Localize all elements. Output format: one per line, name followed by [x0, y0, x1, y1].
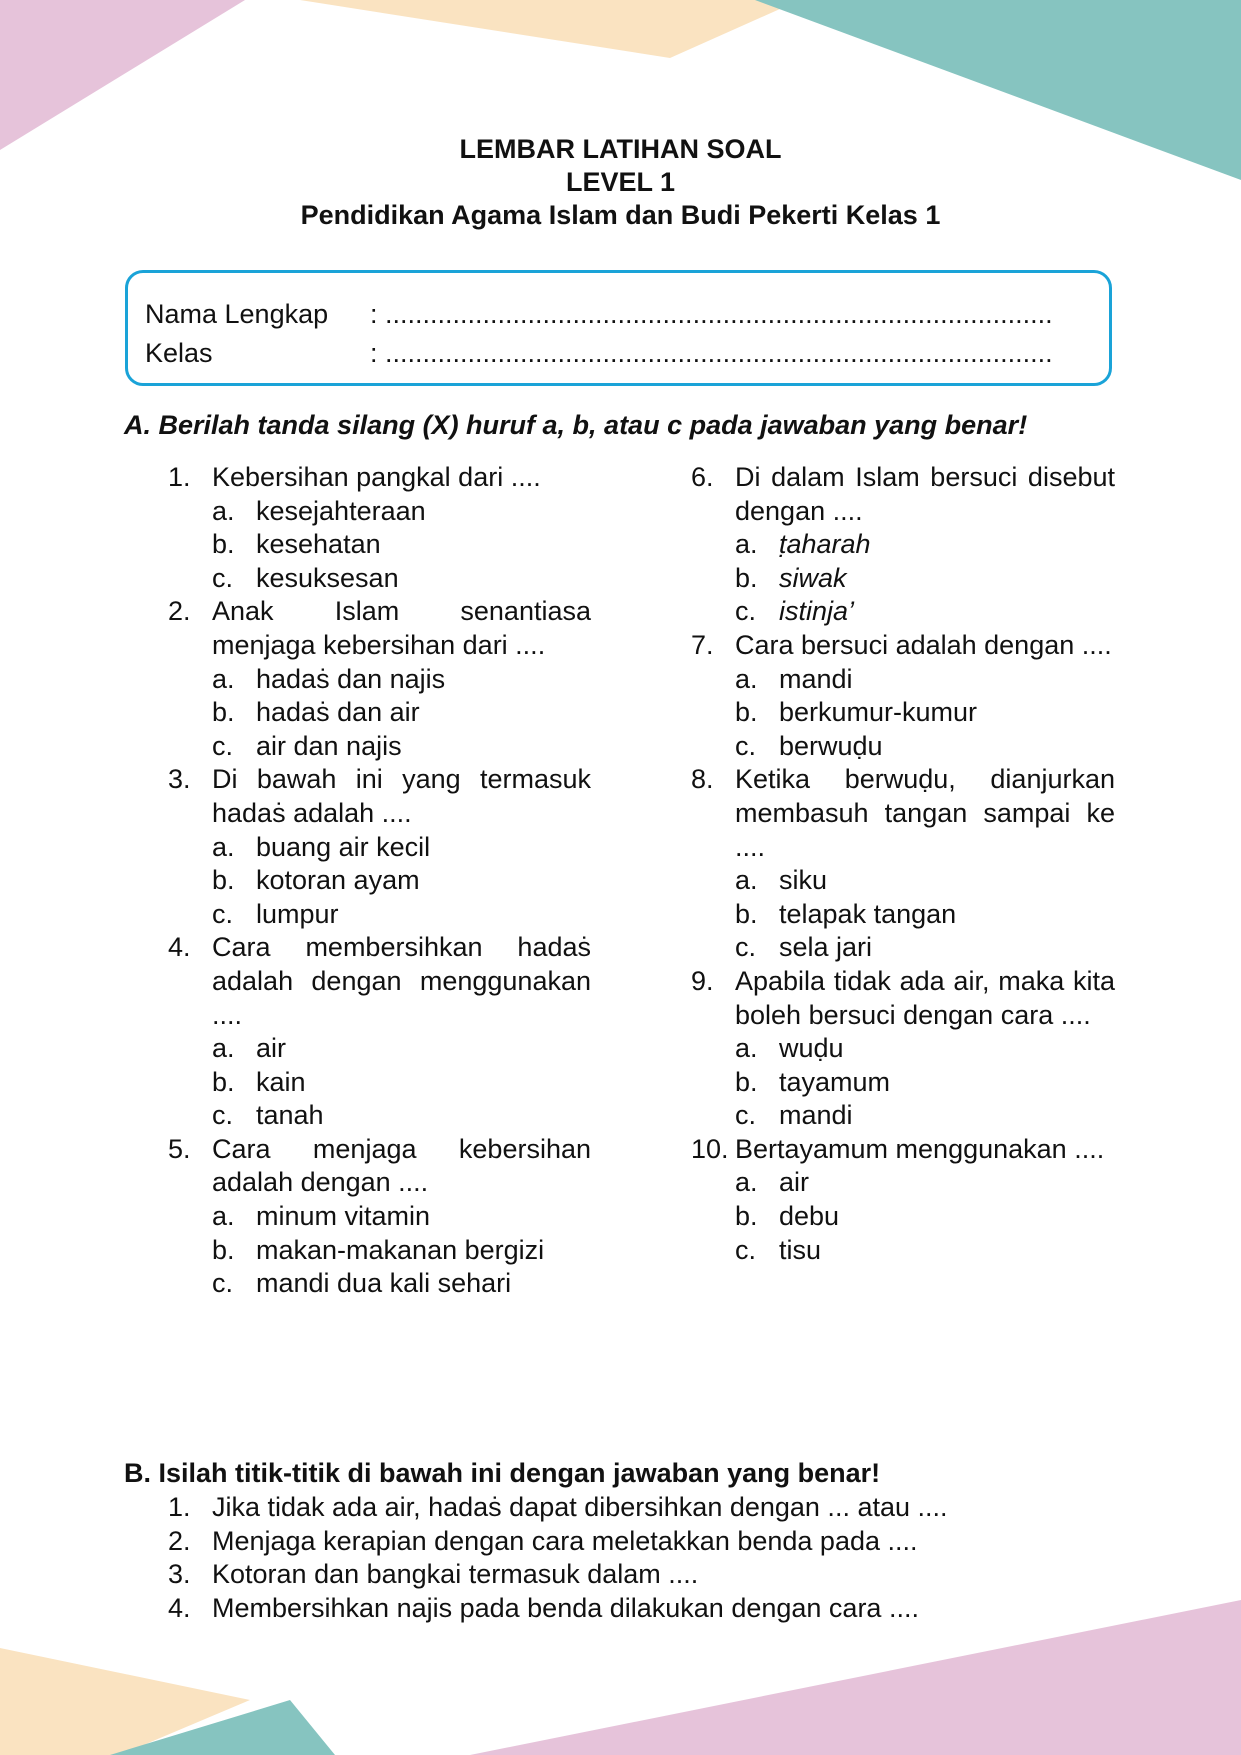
fill-in-item	[168, 1558, 1068, 1592]
option-letter: c.	[735, 730, 757, 761]
questions-column-right	[691, 461, 1115, 1267]
question-item	[691, 965, 1115, 1133]
option-letter: a.	[212, 831, 235, 862]
option-letter: c.	[735, 1100, 757, 1131]
option-text: siku	[779, 865, 828, 896]
option-letter: b.	[735, 562, 758, 593]
option-text: debu	[779, 1201, 840, 1232]
item-text: Menjaga kerapian dengan cara meletakkan benda pada ....	[212, 1525, 918, 1556]
option-letter: b.	[735, 697, 758, 728]
question-text: Bertayamum menggunakan ....	[735, 1133, 1105, 1164]
item-text: Membersihkan najis pada benda dilakukan dengan cara ....	[212, 1592, 919, 1623]
option-text: air	[256, 1033, 287, 1064]
name-label: Nama Lengkap	[145, 299, 329, 329]
question-number: 5.	[168, 1133, 191, 1164]
option-text: telapak tangan	[779, 898, 957, 929]
option-letter: a.	[735, 529, 758, 560]
top-peach-shape	[300, 0, 800, 58]
option-text: kotoran ayam	[256, 865, 420, 896]
fill-in-item	[168, 1491, 1068, 1525]
class-fill-line: : .........................................................................................	[370, 338, 1053, 368]
option-text: lumpur	[256, 898, 339, 929]
student-identity-box	[125, 270, 1112, 386]
option-letter: b.	[735, 1066, 758, 1097]
item-number: 4.	[168, 1592, 191, 1623]
title-line-1: LEMBAR LATIHAN SOAL	[459, 134, 782, 164]
question-number: 10.	[691, 1133, 729, 1164]
option-text: air	[779, 1167, 810, 1198]
option-letter: a.	[735, 1167, 758, 1198]
option-text: kesejahteraan	[256, 495, 426, 526]
question-text: Cara membersihkan hadaṡ adalah dengan menggunakan ....	[212, 932, 591, 1030]
option-text: minum vitamin	[256, 1201, 431, 1232]
option-letter: c.	[212, 1100, 234, 1131]
option-text: buang air kecil	[256, 831, 431, 862]
question-number: 2.	[168, 596, 191, 627]
option-letter: b.	[212, 865, 235, 896]
item-text: Kotoran dan bangkai termasuk dalam ....	[212, 1559, 699, 1590]
question-number: 9.	[691, 965, 714, 996]
option-text: tayamum	[779, 1066, 891, 1097]
item-number: 3.	[168, 1559, 191, 1590]
question-item	[691, 461, 1115, 629]
option-text: mandi	[779, 663, 853, 694]
option-letter: a.	[212, 663, 235, 694]
option-letter: a.	[212, 495, 235, 526]
option-text: ṭaharah	[779, 529, 871, 560]
option-letter: a.	[212, 1033, 235, 1064]
item-number: 1.	[168, 1492, 191, 1522]
option-text: hadaṡ dan najis	[256, 663, 446, 694]
fill-in-list	[168, 1491, 1068, 1625]
questions-column-left	[168, 461, 591, 1301]
section-b-heading: B. Isilah titik-titik di bawah ini dengan jawaban yang benar!	[124, 1458, 881, 1488]
option-text: berwuḍu	[779, 730, 883, 761]
question-number: 8.	[691, 764, 714, 795]
option-letter: c.	[212, 898, 234, 929]
option-letter: a.	[735, 1033, 758, 1064]
question-number: 4.	[168, 932, 191, 963]
option-letter: c.	[212, 730, 234, 761]
option-text: makan-makanan bergizi	[256, 1234, 545, 1265]
question-number: 3.	[168, 764, 191, 795]
question-item	[691, 629, 1115, 763]
option-letter: b.	[212, 1234, 235, 1265]
item-number: 2.	[168, 1525, 191, 1556]
option-letter: b.	[212, 1066, 235, 1097]
option-text: kain	[256, 1066, 306, 1097]
title-line-3: Pendidikan Agama Islam dan Budi Pekerti Kelas 1	[300, 200, 941, 230]
question-item	[168, 763, 591, 931]
fill-in-item	[168, 1525, 1068, 1559]
question-text: Di dalam Islam bersuci disebut dengan ....	[735, 462, 1115, 526]
option-letter: c.	[212, 1268, 234, 1299]
option-letter: b.	[735, 898, 758, 929]
question-item	[168, 461, 591, 595]
fill-in-item	[168, 1592, 1068, 1626]
question-text: Apabila tidak ada air, maka kita boleh bersuci dengan cara ....	[735, 965, 1115, 1030]
class-label: Kelas	[145, 338, 213, 368]
section-a-heading: A. Berilah tanda silang (X) huruf a, b, atau c pada jawaban yang benar!	[124, 410, 1028, 440]
option-text: wuḍu	[779, 1033, 844, 1064]
question-text: Cara menjaga kebersihan adalah dengan ....	[212, 1133, 591, 1198]
question-item	[168, 931, 591, 1133]
option-text: sela jari	[779, 932, 873, 963]
option-text: siwak	[779, 562, 847, 593]
option-text: tisu	[779, 1234, 822, 1265]
option-letter: b.	[212, 697, 235, 728]
title-line-2: LEVEL 1	[565, 167, 676, 197]
question-text: Di bawah ini yang termasuk hadaṡ adalah ....	[212, 764, 591, 828]
option-text: berkumur-kumur	[779, 697, 978, 728]
question-text: Anak Islam senantiasa menjaga kebersihan dari ....	[212, 596, 591, 660]
option-text: hadaṡ dan air	[256, 697, 420, 728]
option-letter: a.	[212, 1201, 235, 1232]
option-letter: a.	[735, 865, 758, 896]
option-letter: c.	[735, 596, 757, 627]
option-text: kesehatan	[256, 529, 381, 560]
question-number: 1.	[168, 462, 191, 492]
question-text: Ketika berwuḍu, dianjurkan membasuh tangan sampai ke ....	[735, 764, 1115, 862]
question-item	[168, 595, 591, 763]
worksheet-header	[0, 133, 1241, 232]
option-text: mandi	[779, 1100, 853, 1131]
option-letter: b.	[735, 1201, 758, 1232]
question-text: Kebersihan pangkal dari ....	[212, 462, 541, 492]
question-item	[691, 1133, 1115, 1267]
option-letter: c.	[735, 932, 757, 963]
question-text: Cara bersuci adalah dengan ....	[735, 629, 1112, 660]
option-letter: c.	[212, 562, 234, 593]
question-item	[168, 1133, 591, 1301]
option-text: mandi dua kali sehari	[256, 1268, 512, 1299]
option-text: air dan najis	[256, 730, 402, 761]
option-text: tanah	[256, 1100, 324, 1131]
option-letter: b.	[212, 529, 235, 560]
question-number: 6.	[691, 462, 714, 492]
question-item	[691, 763, 1115, 965]
question-number: 7.	[691, 629, 714, 660]
item-text: Jika tidak ada air, hadaṡ dapat dibersihkan dengan ... atau ....	[212, 1492, 948, 1522]
option-text: istinja’	[779, 596, 855, 627]
top-left-pink-shape	[0, 0, 245, 150]
option-text: kesuksesan	[256, 562, 399, 593]
option-letter: a.	[735, 663, 758, 694]
option-letter: c.	[735, 1234, 757, 1265]
name-fill-line: : .........................................................................................	[370, 299, 1053, 329]
